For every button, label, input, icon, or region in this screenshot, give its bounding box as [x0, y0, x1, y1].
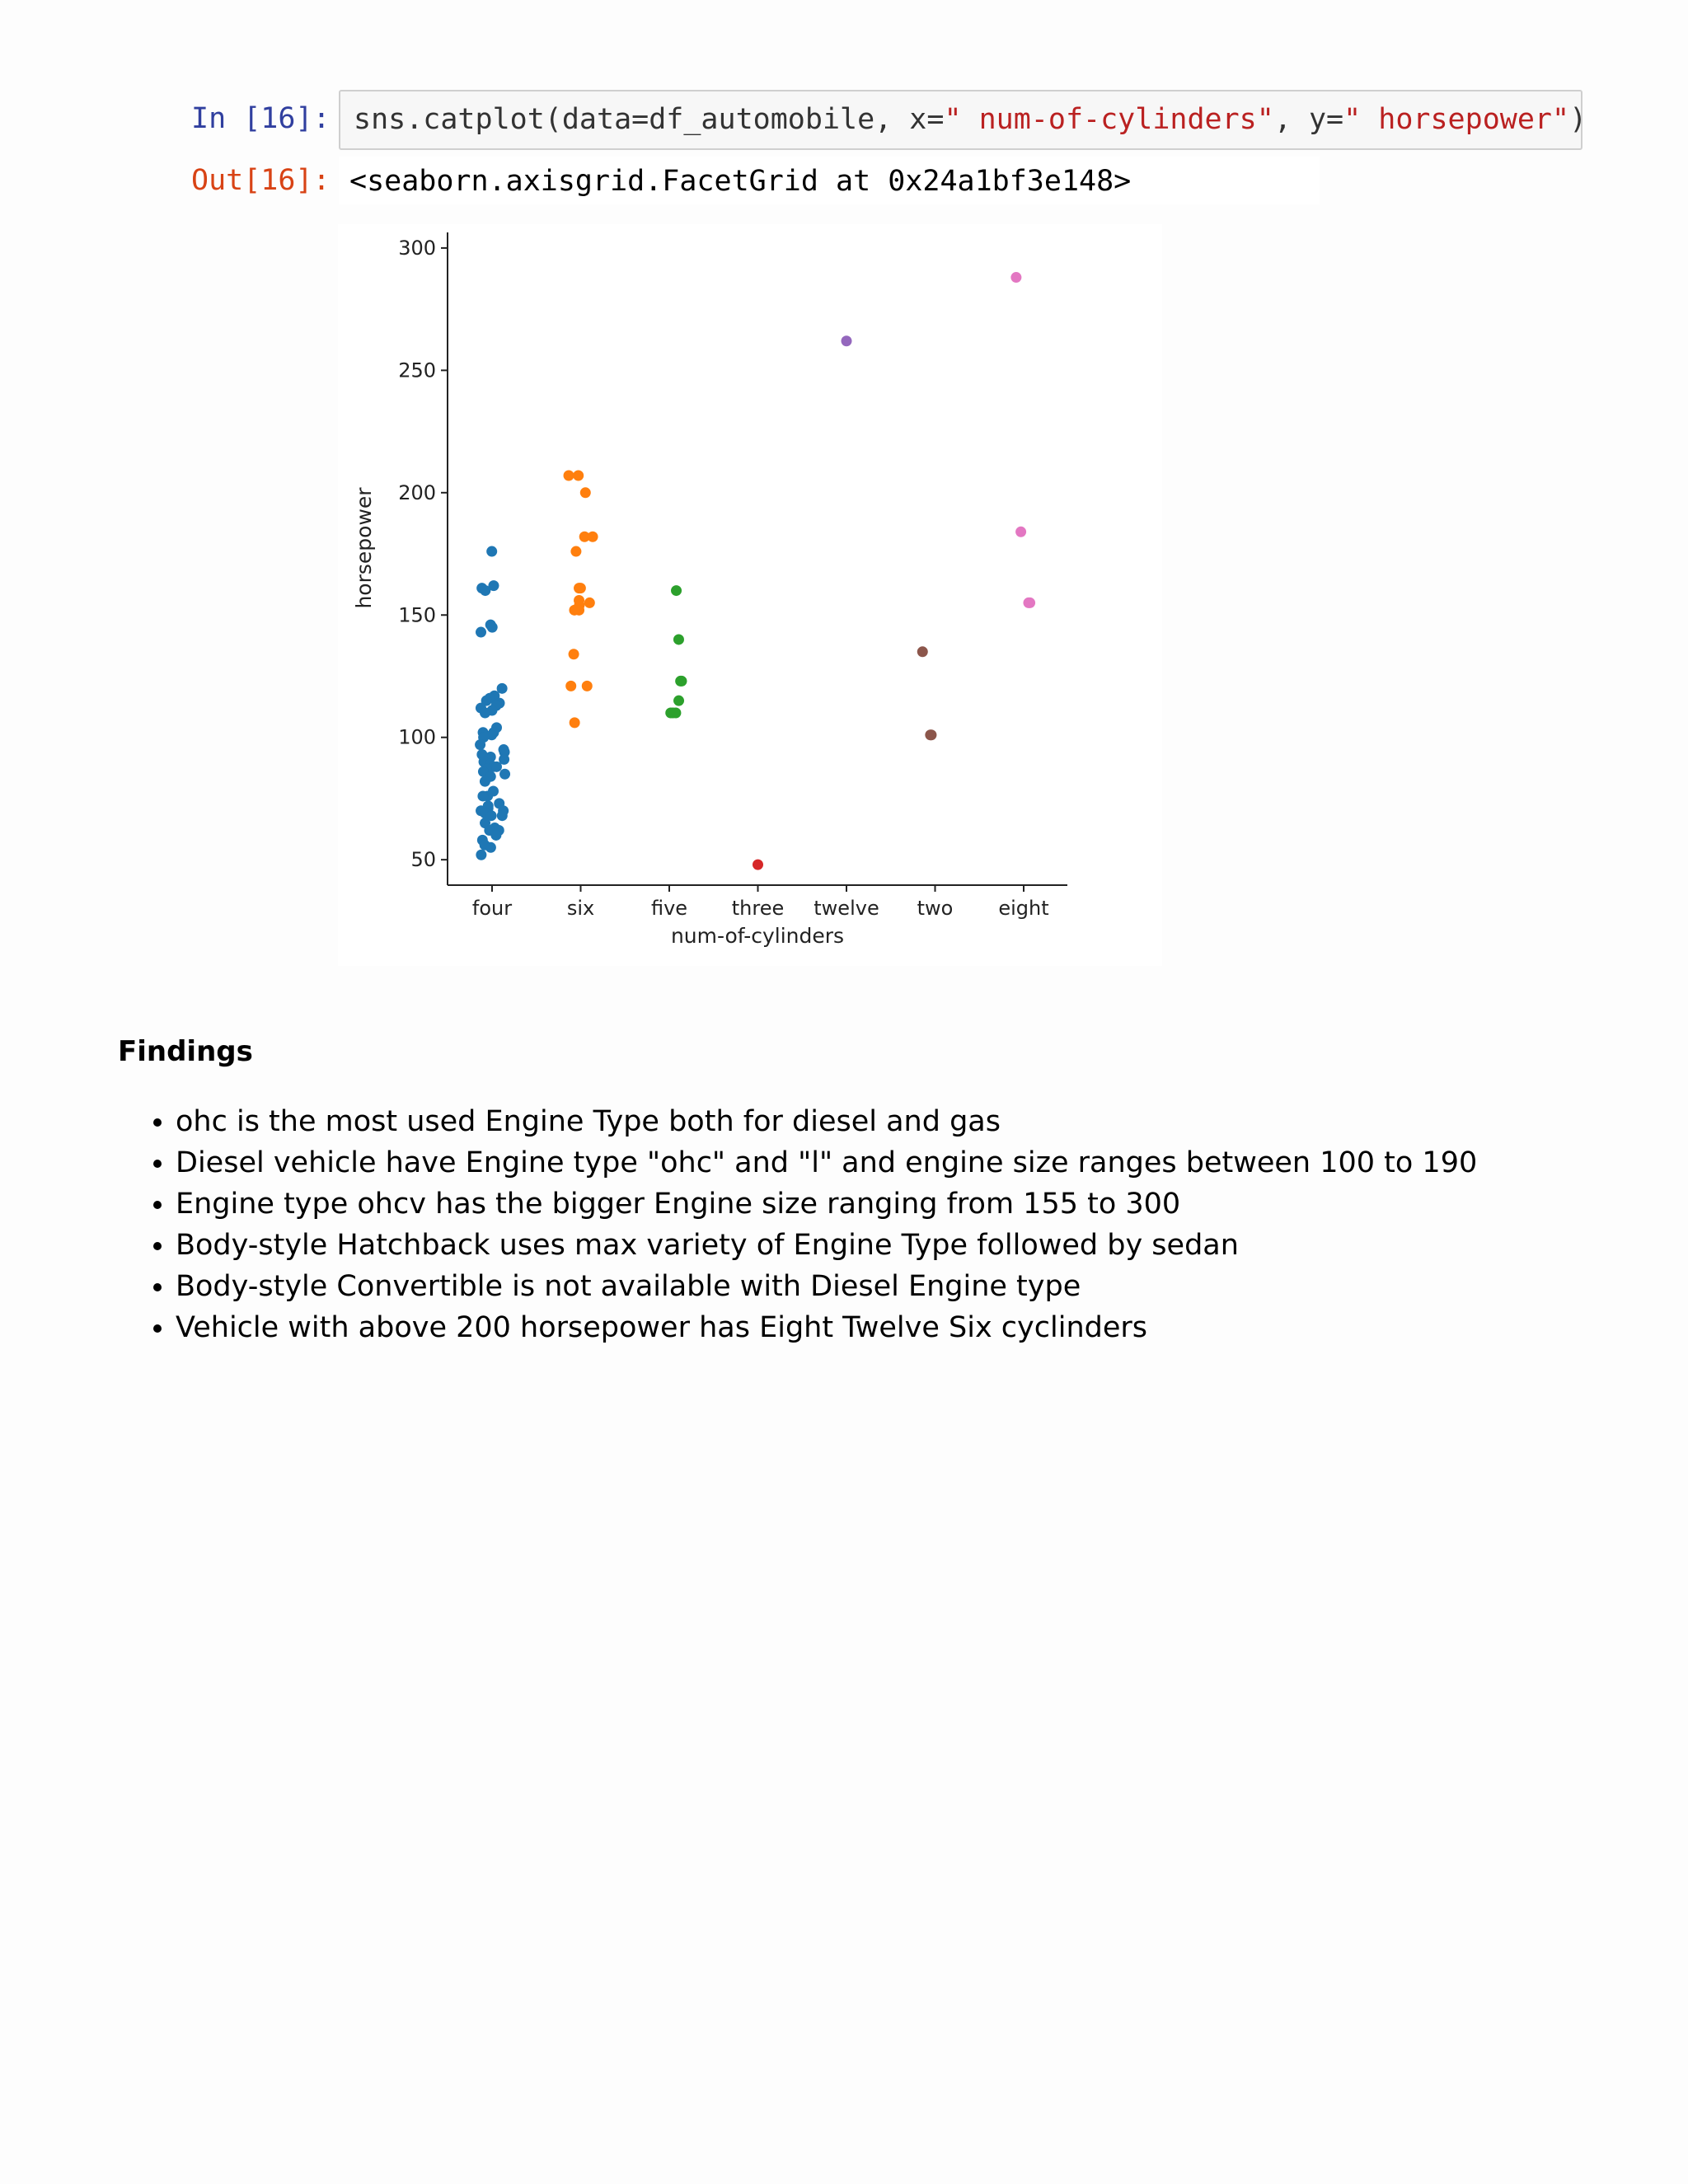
code-line [354, 103, 1587, 136]
data-point-six [564, 471, 574, 481]
data-point-six [569, 649, 579, 659]
data-point-four [477, 790, 488, 801]
list-item: • ohc is the most used Engine Type both for diesel and gas [176, 1101, 1659, 1142]
code-arg-y: " horsepower" [1343, 103, 1570, 136]
x-tick-label: three [731, 897, 785, 920]
code-editor[interactable] [339, 90, 1587, 150]
x-tick-label: six [566, 897, 595, 920]
data-point-six [588, 532, 598, 542]
code-prefix: sns.catplot(data=df_automobile, x= [354, 103, 945, 136]
data-point-four [480, 776, 490, 787]
y-tick-label: 200 [398, 480, 436, 504]
data-point-four [490, 830, 501, 841]
data-point-eight [1025, 598, 1035, 608]
y-tick-label: 50 [410, 848, 436, 872]
findings-heading: Findings [118, 1035, 253, 1068]
y-tick-label: 300 [398, 236, 436, 260]
data-point-four [499, 769, 510, 780]
x-tick-label: five [650, 897, 688, 920]
data-point-five [673, 696, 684, 706]
list-item: • Diesel vehicle have Engine type "ohc" and "l" and engine size ranges between 100 to 190 [176, 1142, 1659, 1183]
plot-output [338, 224, 1162, 966]
data-point-eight [1010, 272, 1021, 283]
findings-list [118, 1101, 1659, 1348]
data-point-six [565, 681, 576, 691]
output-text: <seaborn.axisgrid.FacetGrid at 0x24a1bf3e148> [349, 165, 1132, 198]
strip-plot [338, 224, 1162, 966]
data-point-two [917, 646, 928, 657]
data-point-three [753, 860, 763, 870]
y-tick-label: 150 [398, 603, 436, 627]
x-tick-label: twelve [814, 897, 879, 920]
data-point-five [675, 676, 686, 687]
x-tick-label: two [917, 897, 954, 920]
data-point-eight [1015, 527, 1026, 537]
input-prompt: In [16]: [191, 102, 331, 135]
code-sep: , y= [1273, 103, 1344, 136]
x-axis-label: num-of-cylinders [670, 924, 845, 948]
list-item: • Engine type ohcv has the bigger Engine size ranging from 155 to 300 [176, 1183, 1659, 1225]
output-prompt: Out[16]: [191, 164, 331, 197]
data-point-six [580, 487, 591, 498]
data-point-six [584, 598, 595, 608]
data-point-five [673, 634, 684, 644]
list-item: • Body-style Convertible is not available with Diesel Engine type [176, 1266, 1659, 1307]
data-point-four [476, 850, 486, 860]
data-point-four [480, 585, 490, 596]
data-point-four [487, 622, 498, 633]
data-point-six [569, 605, 579, 616]
data-point-six [570, 546, 581, 557]
data-point-five [665, 708, 676, 719]
data-point-four [497, 810, 508, 821]
x-tick-label: eight [998, 897, 1049, 920]
data-point-four [485, 842, 496, 853]
x-tick-label: four [471, 897, 513, 920]
list-item: • Vehicle with above 200 horsepower has Eight Twelve Six cyclinders [176, 1307, 1659, 1348]
y-tick-label: 100 [398, 725, 436, 749]
data-point-four [475, 739, 485, 750]
data-point-four [480, 708, 490, 719]
data-point-six [582, 681, 593, 691]
data-point-five [671, 585, 682, 596]
data-point-four [476, 627, 486, 638]
list-item: • Body-style Hatchback uses max variety of Engine Type followed by sedan [176, 1225, 1659, 1266]
data-point-six [573, 471, 584, 481]
data-point-four [486, 546, 497, 557]
y-tick-label: 250 [398, 359, 436, 382]
code-suffix: ) [1569, 103, 1587, 136]
data-point-six [570, 717, 580, 728]
y-axis-label: horsepower [352, 487, 376, 609]
data-point-twelve [842, 335, 852, 346]
data-point-two [926, 729, 936, 740]
data-point-four [491, 762, 502, 772]
data-point-six [575, 583, 586, 593]
code-arg-x: " num-of-cylinders" [944, 103, 1274, 136]
